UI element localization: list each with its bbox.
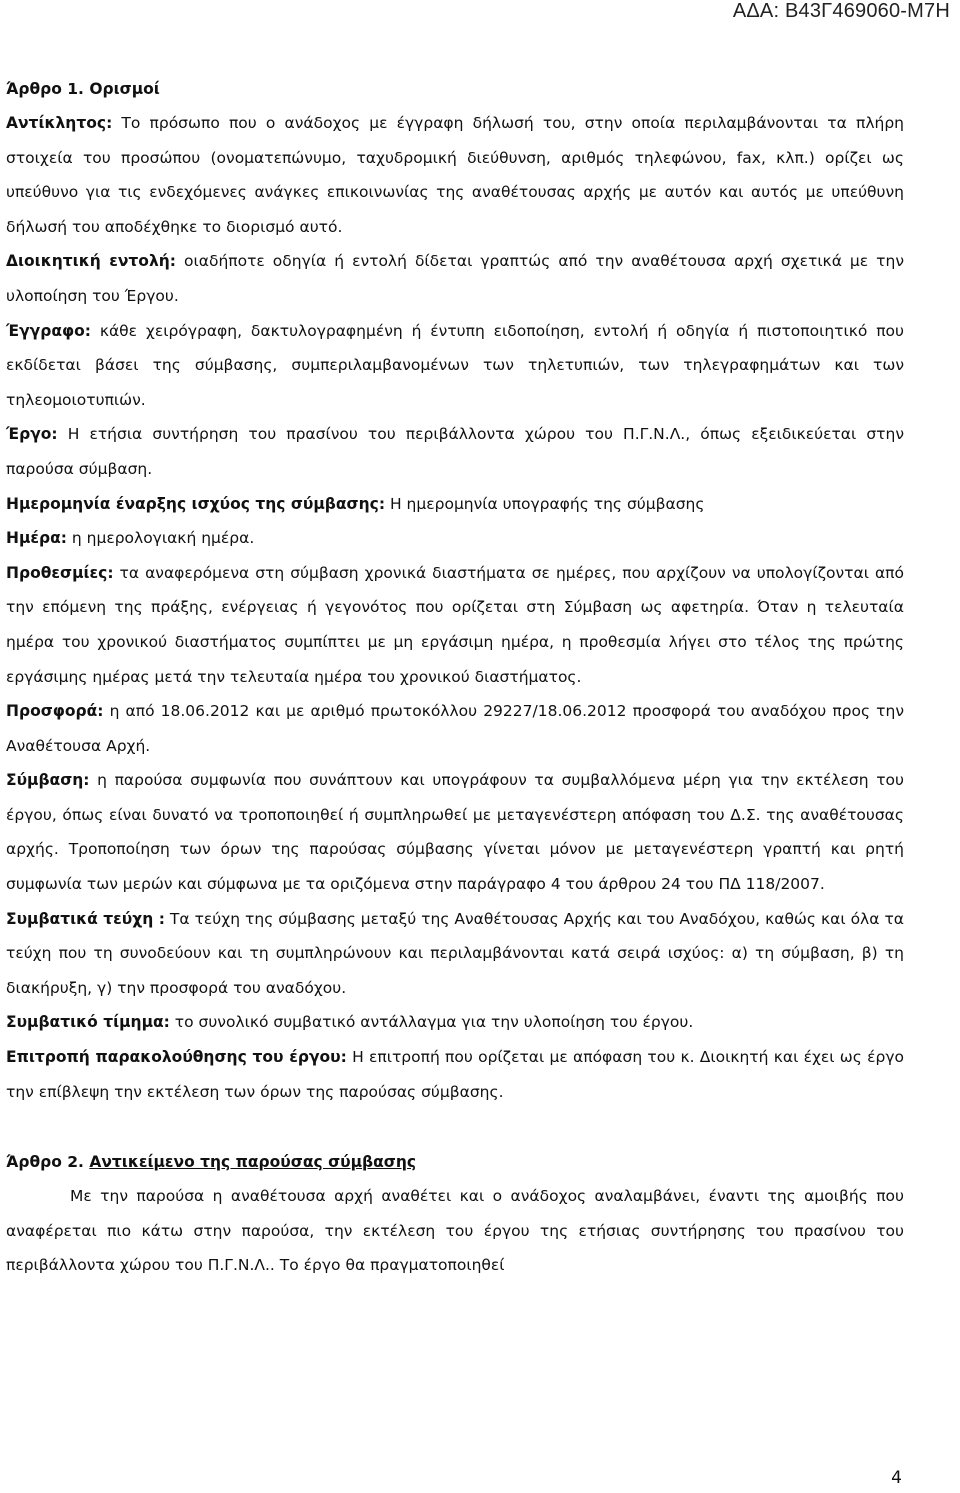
definition-ergo [6,417,904,486]
document-page [6,72,904,1283]
definition-text: Η ημερομηνία υπογραφής της σύμβασης [385,494,705,513]
definition-text: Η ετήσια συντήρηση του πρασίνου του περιβάλλοντα χώρου του Π.Γ.Ν.Λ., όπως εξειδικεύεται στην παρούσα σύμβαση. [6,425,904,478]
page-number: 4 [891,1468,902,1488]
definition-text: Η επιτροπή που ορίζεται με απόφαση του κ. Διοικητή και έχει ως έργο την επίβλεψη την εκτέλεση των όρων της παρούσας σύμβασης. [6,1048,905,1101]
definition-text: κάθε χειρόγραφη, δακτυλογραφημένη ή έντυπη ειδοποίηση, εντολή ή οδηγία ή πιστοποιητικό που εκδίδεται βάσει της σύμβασης, συμπεριλαμβανομένων των τηλετυπιών, των τηλεγραφημάτων και των τηλεομοιοτυπιών. [6,321,904,409]
definition-text: Το πρόσωπο που ο ανάδοχος με έγγραφη δήλωσή του, στην οποία περιλαμβάνονται τα πλήρη στοιχεία του προσώπου (ονοματεπώνυμο, ταχυδρομική διεύθυνση, αριθμός τηλεφώνου, fax, κλπ.) ορίζει ως υπεύθυνο για τις ενδεχόμενες ανάγκες επικοινωνίας της αναθέτουσας αρχής με αυτόν και αυτός με υπεύθυνη δήλωσή του αποδέχθηκε το διορισμό αυτό. [6,114,904,236]
definition-antiklitos [6,106,904,244]
definition-symvasi [6,763,904,901]
section-spacer [6,1109,904,1145]
definition-text: η από 18.06.2012 και με αριθμό πρωτοκόλλου 29227/18.06.2012 προσφορά του αναδόχου προς την Αναθέτουσα Αρχή. [6,702,904,755]
ada-code-header: ΑΔΑ: Β43Γ469060-Μ7Η [732,0,950,22]
definition-epitropi [6,1040,904,1109]
definition-term: Επιτροπή παρακολούθησης του έργου: [6,1048,347,1067]
definition-term: Συμβατικά τεύχη : [6,909,165,928]
definition-prosfora [6,694,904,763]
definition-term: Ημέρα: [6,529,67,548]
definition-text: τα αναφερόμενα στη σύμβαση χρονικά διαστήματα σε ημέρες, που αρχίζουν να υπολογίζονται από την επόμενη της πράξης, ενέργειας ή γεγονότος που ορίζεται στη Σύμβαση ως αφετηρία. Όταν η τελευταία ημέρα του χρονικού διαστήματος συμπίπτει με μη εργάσιμη ημέρα, η προθεσμία λήγει στο τέλος της πρώτης εργάσιμης ημέρας μετά την τελευταία ημέρα του χρονικού διαστήματος. [6,563,904,686]
article-1-heading: Άρθρο 1. Ορισμοί [6,80,160,98]
article-2-label: Άρθρο 2. [6,1153,84,1172]
definition-imera [6,521,904,556]
article-2-body: Με την παρούσα η αναθέτουσα αρχή αναθέτει και ο ανάδοχος αναλαμβάνει, έναντι της αμοιβής που αναφέρεται πιο κάτω στην παρούσα, την εκτέλεση του έργου της ετήσιας συντήρησης του πρασίνου του περιβάλλοντα χώρου του Π.Γ.Ν.Λ.. Το έργο θα πραγματοποιηθεί [6,1187,904,1275]
definition-term: Έγγραφο: [6,321,91,340]
definition-term: Σύμβαση: [6,771,90,790]
definition-term: Έργο: [6,425,58,444]
definition-symvatiko-timima [6,1005,904,1040]
definition-text: Τα τεύχη της σύμβασης μεταξύ της Αναθέτουσας Αρχής και του Αναδόχου, καθώς και όλα τα τεύχη που τη συνοδεύουν και τη συμπληρώνουν και περιλαμβάνονται κατά σειρά ισχύος: α) τη σύμβαση, β) τη διακήρυξη, γ) την προσφορά του αναδόχου. [6,909,904,997]
definition-text: το συνολικό συμβατικό αντάλλαγμα για την υλοποίηση του έργου. [169,1013,694,1032]
definition-term: Συμβατικό τίμημα: [6,1013,170,1032]
definition-text: η ημερολογιακή ημέρα. [66,529,255,548]
definition-eggrafo [6,314,904,418]
definition-enarxi-isxyos [6,487,904,522]
definition-term: Προθεσμίες: [6,563,114,582]
definition-term: Προσφορά: [6,702,104,721]
definition-prothesmies [6,556,904,694]
article-2-title: Αντικείμενο της παρούσας σύμβασης [89,1153,417,1172]
definition-dioikitiki-entoli [6,244,904,313]
definition-text: η παρούσα συμφωνία που συνάπτουν και υπογράφουν τα συμβαλλόμενα μέρη για την εκτέλεση του έργου, όπως είναι δυνατό να τροποποιηθεί ή συμπληρωθεί με μεταγενέστερη απόφαση του Δ.Σ. της αναθέτουσας αρχής. Τροποποίηση των όρων της παρούσας σύμβασης γίνεται μόνον με μεταγενέστερη γραπτή και ρητή συμφωνία των μερών και σύμφωνα με τα οριζόμενα στην παράγραφο 4 του άρθρου 24 του ΠΔ 118/2007. [6,771,904,894]
definition-term: Διοικητική εντολή: [6,252,176,271]
definition-term: Ημερομηνία έναρξης ισχύος της σύμβασης: [6,494,386,513]
definition-term: Αντίκλητος: [6,114,113,132]
definition-symvatika-teyxi [6,902,904,1006]
article-2-heading [6,1145,904,1179]
definition-text: οιαδήποτε οδηγία ή εντολή δίδεται γραπτώς από την αναθέτουσα αρχή σχετικά με την υλοποίηση του Έργου. [6,252,904,305]
